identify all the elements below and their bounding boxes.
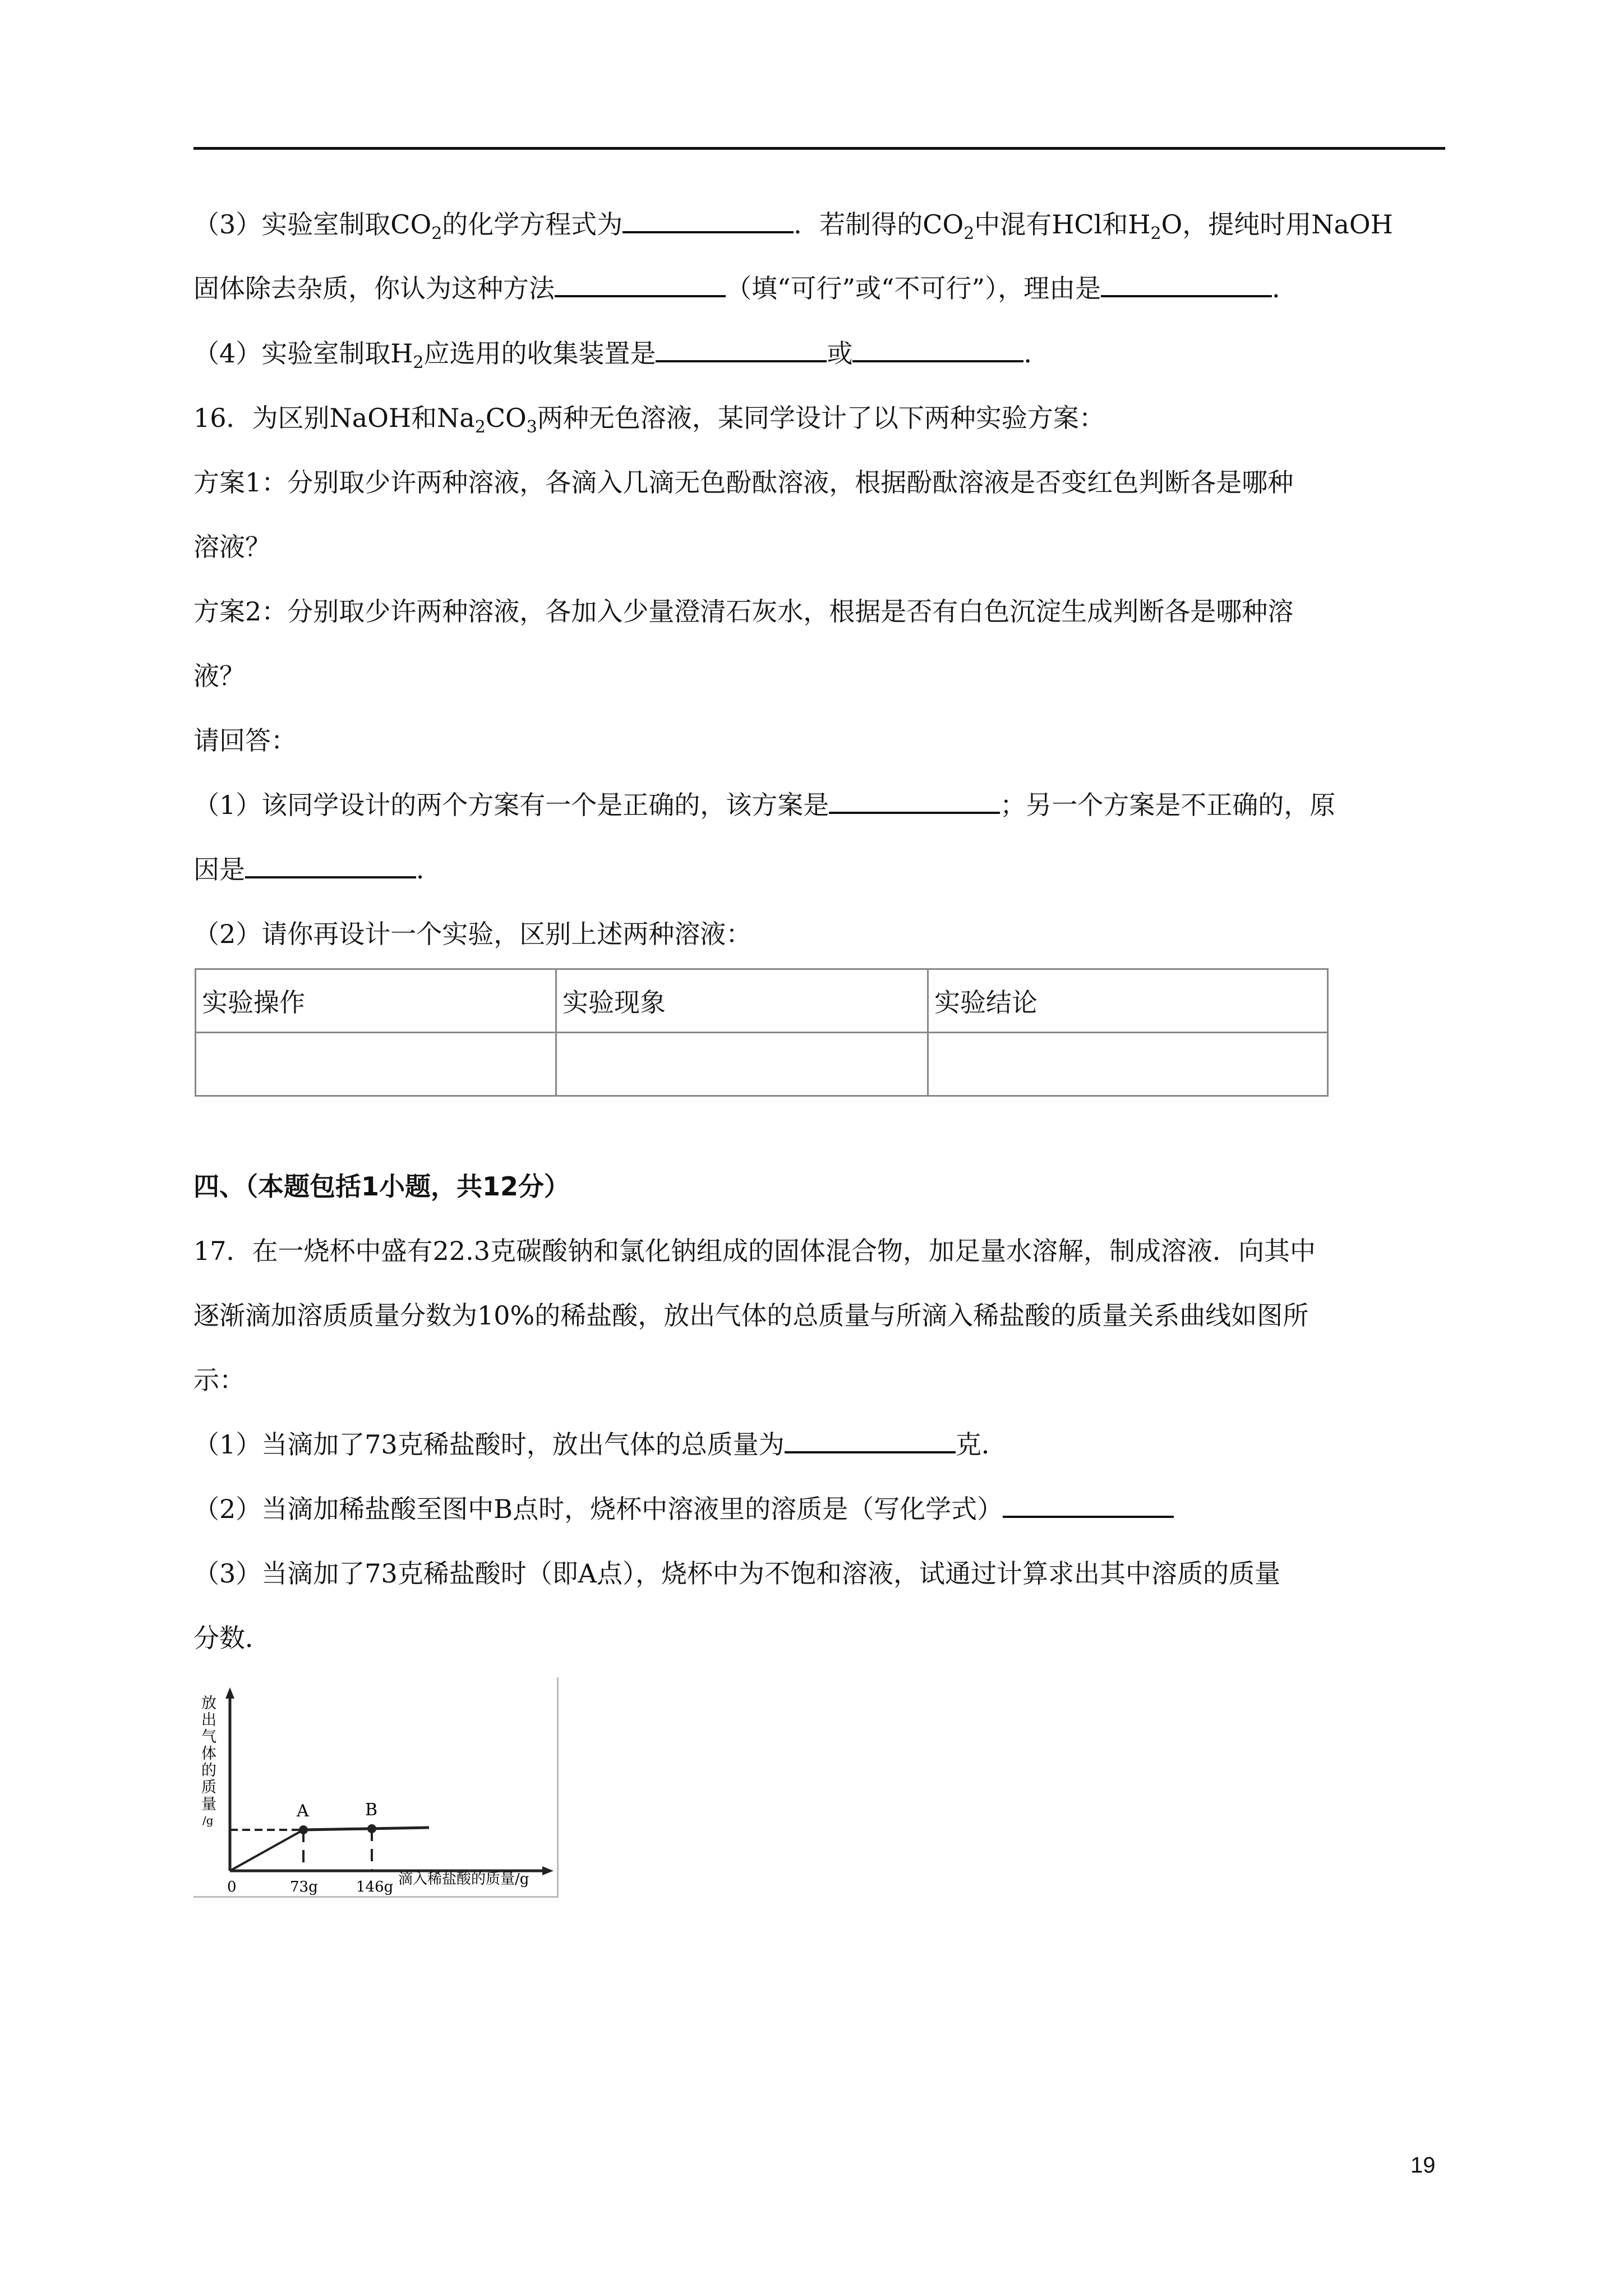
origin-label: 0 xyxy=(227,1879,237,1895)
svg-text:出: 出 xyxy=(201,1711,216,1729)
svg-text:/g: /g xyxy=(202,1814,214,1827)
q16-title: 16．为区别NaOH和$Na_2CO_3$两种无色溶液，某同学设计了以下两种实验方案： xyxy=(193,403,1105,437)
svg-text:质: 质 xyxy=(201,1779,216,1796)
figure-svg xyxy=(193,1677,557,1896)
q17-line3: 示： xyxy=(193,1365,245,1395)
q16-plan1-line2: 溶液？ xyxy=(193,532,271,562)
answer-blank[interactable] xyxy=(1003,1493,1174,1518)
tick-label-73: 73g xyxy=(290,1879,318,1895)
q16-sub1-line2: 因是 ． xyxy=(193,854,442,885)
page-number: 19 xyxy=(1410,2153,1436,2178)
svg-text:气: 气 xyxy=(201,1728,216,1746)
cell-phenomenon[interactable] xyxy=(556,1033,928,1096)
q16-sub2: （2）请你再设计一个实验，区别上述两种溶液： xyxy=(193,919,752,949)
cell-conclusion[interactable] xyxy=(928,1033,1328,1096)
answer-blank[interactable] xyxy=(555,273,726,297)
header-conclusion: 实验结论 xyxy=(928,969,1328,1033)
q16-sub1-line1: （1）该同学设计的两个方案有一个是正确的，该方案是 ；另一个方案是不正确的，原 xyxy=(193,790,1336,820)
q17-sub1: （1）当滴加了73克稀盐酸时，放出气体的总质量为 克． xyxy=(193,1429,1007,1460)
q16-plan2-line1: 方案2：分别取少许两种溶液，各加入少量澄清石灰水，根据是否有白色沉淀生成判断各是哪种溶 xyxy=(193,596,1294,627)
q16-ask: 请回答： xyxy=(193,725,297,756)
x-axis-arrow xyxy=(542,1866,554,1875)
answer-blank[interactable] xyxy=(785,1429,956,1453)
section-heading: 四、（本题包括1小题，共12分） xyxy=(193,1171,570,1202)
q17-line1: 17．在一烧杯中盛有22.3克碳酸钠和氯化钠组成的固体混合物，加足量水溶解，制成溶液．向其中 xyxy=(193,1236,1316,1266)
table-row xyxy=(196,1033,1328,1096)
answer-blank[interactable] xyxy=(656,338,827,362)
tick-label-146: 146g xyxy=(356,1879,394,1895)
experiment-table xyxy=(195,968,1329,1097)
q16-plan1-line1: 方案1：分别取少许两种溶液，各滴入几滴无色酚酞溶液，根据酚酞溶液是否变红色判断各是哪种 xyxy=(193,467,1294,498)
q17-sub3-line1: （3）当滴加了73克稀盐酸时（即A点），烧杯中为不饱和溶液，试通过计算求出其中溶质的质量 xyxy=(193,1558,1281,1589)
answer-blank[interactable] xyxy=(852,338,1023,362)
point-b-marker xyxy=(367,1824,376,1833)
x-axis-label: 滴入稀盐酸的质量/g xyxy=(398,1871,529,1888)
svg-text:的: 的 xyxy=(201,1762,216,1779)
gas-mass-figure xyxy=(193,1677,557,1896)
y-axis-arrow xyxy=(225,1687,234,1699)
rising-line xyxy=(230,1830,303,1871)
svg-text:量: 量 xyxy=(201,1796,216,1813)
answer-blank[interactable] xyxy=(829,789,1000,814)
header-phenomenon: 实验现象 xyxy=(556,969,928,1033)
cell-operation[interactable] xyxy=(196,1033,556,1096)
q17-line2: 逐渐滴加溶质质量分数为10%的稀盐酸，放出气体的总质量与所滴入稀盐酸的质量关系曲线如图所 xyxy=(193,1300,1309,1331)
point-a-marker xyxy=(299,1825,308,1834)
q16-plan2-line2: 液？ xyxy=(193,661,245,691)
header-rule xyxy=(193,147,1445,150)
q17-sub3-line2: 分数． xyxy=(193,1623,271,1653)
header-operation: 实验操作 xyxy=(196,969,556,1033)
point-a-label: A xyxy=(297,1801,309,1821)
q15-part3-line1: （3）实验室制取$CO_2$的化学方程式为 ．若制得的$CO_2$中混有HCl和$H_2O$，提纯时用NaOH xyxy=(193,209,1393,243)
plateau-line xyxy=(303,1828,429,1830)
q15-part3-line2: 固体除去杂质，你认为这种方法 （填“可行”或“不可行”），理由是 ． xyxy=(193,273,1298,303)
answer-blank[interactable] xyxy=(245,854,416,878)
svg-text:体: 体 xyxy=(201,1745,216,1763)
table-header-row xyxy=(196,969,1328,1033)
q17-sub2: （2）当滴加稀盐酸至图中B点时，烧杯中溶液里的溶质是（写化学式） xyxy=(193,1492,1174,1526)
q15-part4: （4）实验室制取$H_2$应选用的收集装置是 或 ． xyxy=(193,338,1050,372)
y-axis-label xyxy=(201,1695,216,1827)
point-b-label: B xyxy=(365,1800,378,1820)
svg-text:放: 放 xyxy=(201,1695,216,1712)
answer-blank[interactable] xyxy=(623,209,794,233)
answer-blank[interactable] xyxy=(1101,273,1272,297)
